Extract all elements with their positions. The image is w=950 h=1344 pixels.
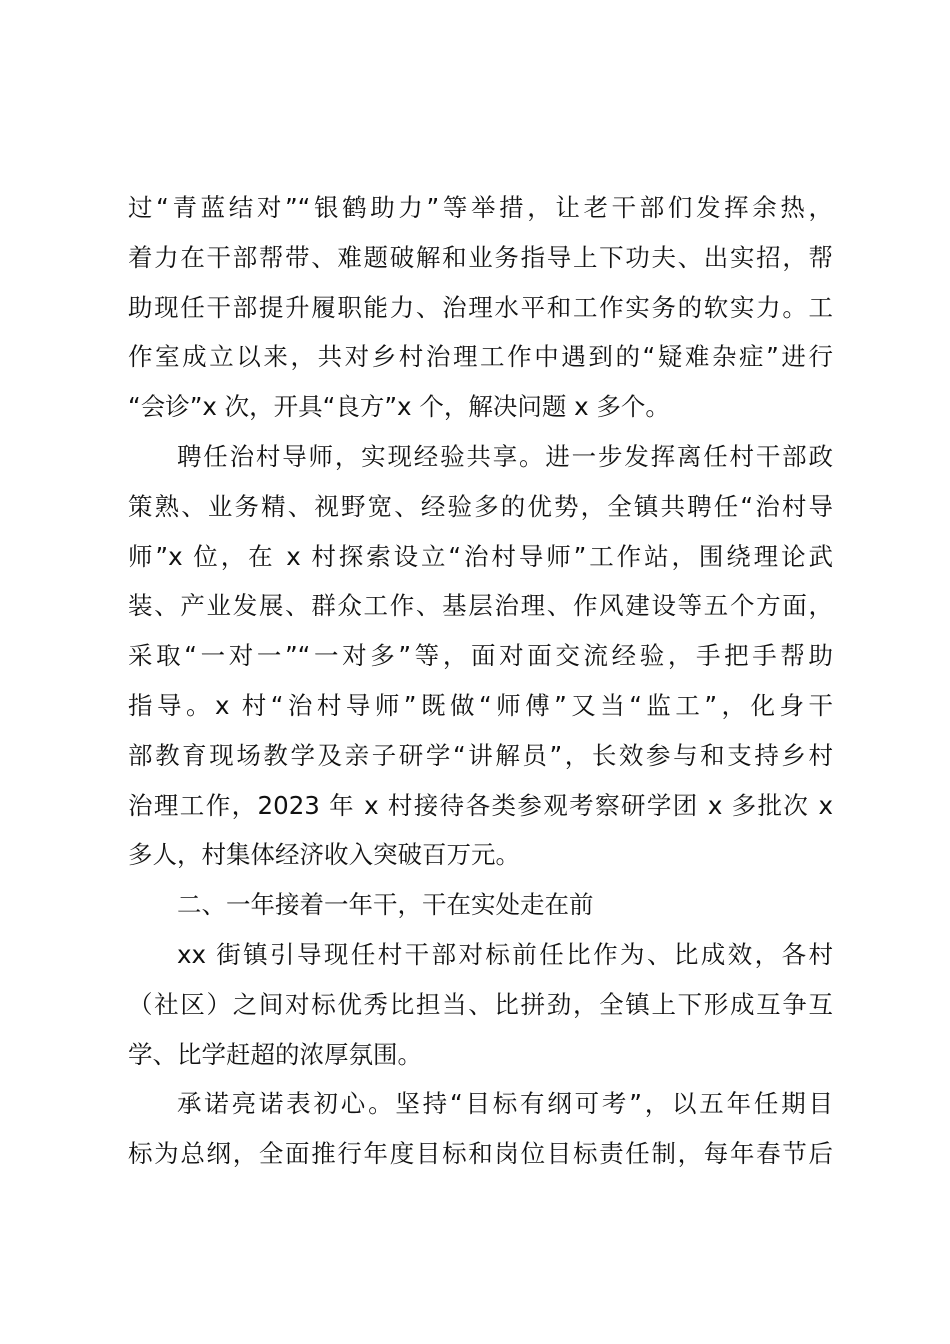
document-body [128,183,833,1179]
text-line: “会诊”x 次，开具“良方”x 个，解决问题 x 多个。 [128,392,670,422]
text-line: 标为总纲，全面推行年度目标和岗位目标责任制，每年春节后 [128,1139,833,1169]
heading-line: 二、一年接着一年干，干在实处走在前 [177,890,594,920]
text-line: 师”x 位，在 x 村探索设立“治村导师”工作站，围绕理论武 [128,541,833,571]
text-line: 作室成立以来，共对乡村治理工作中遇到的“疑难杂症”进行 [128,342,833,372]
paragraph [128,432,833,880]
text-line: 过“青蓝结对”“银鹤助力”等举措，让老干部们发挥余热， [128,193,833,222]
text-line: 多人，村集体经济收入突破百万元。 [128,840,520,870]
text-line: 采取“一对一”“一对多”等，面对面交流经验，手把手帮助 [128,641,833,671]
text-line: 助现任干部提升履职能力、治理水平和工作实务的软实力。工 [128,292,833,322]
text-line: 指导。x 村“治村导师”既做“师傅”又当“监工”，化身干 [128,690,833,720]
section-heading [128,880,833,930]
text-line: 策熟、业务精、视野宽、经验多的优势，全镇共聘任“治村导 [128,491,833,521]
text-line: 聘任治村导师，实现经验共享。进一步发挥离任村干部政 [177,441,833,471]
text-line: 承诺亮诺表初心。坚持“目标有纲可考”，以五年任期目 [177,1089,833,1119]
text-line: xx 街镇引导现任村干部对标前任比作为、比成效，各村 [177,939,833,969]
text-line: 治理工作，2023 年 x 村接待各类参观考察研学团 x 多批次 x [128,790,833,820]
text-line: 学、比学赶超的浓厚氛围。 [128,1039,422,1069]
text-line: 着力在干部帮带、难题破解和业务指导上下功夫、出实招，帮 [128,242,833,272]
text-line: （社区）之间对标优秀比担当、比拼劲，全镇上下形成互争互 [128,989,833,1019]
text-line: 部教育现场教学及亲子研学“讲解员”，长效参与和支持乡村 [128,740,833,770]
text-line: 装、产业发展、群众工作、基层治理、作风建设等五个方面， [128,591,833,621]
paragraph [128,930,833,1079]
paragraph [128,183,833,432]
paragraph [128,1079,833,1179]
